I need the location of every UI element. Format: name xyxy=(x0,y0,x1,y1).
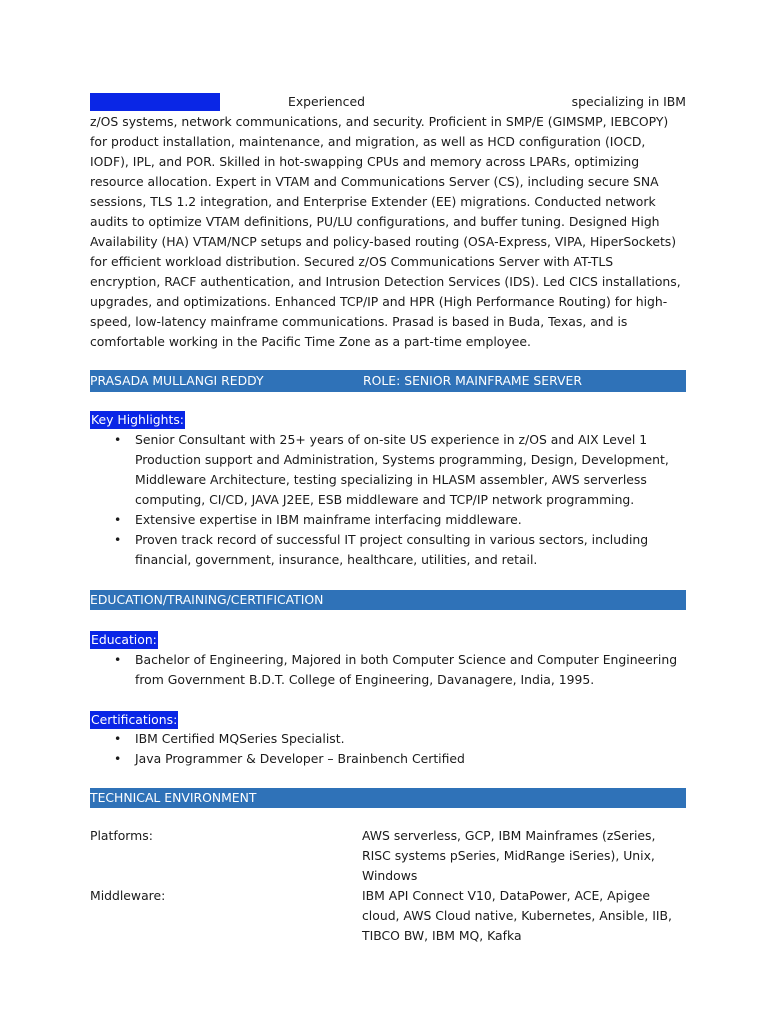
intro-word-experienced: Experienced xyxy=(288,94,365,109)
highlights-label: Key Highlights: xyxy=(91,412,184,427)
highlights-section xyxy=(90,409,686,570)
platforms-label: Platforms: xyxy=(90,828,153,843)
education-block xyxy=(90,629,686,690)
platforms-row xyxy=(90,826,686,886)
redacted-name-box xyxy=(90,93,220,111)
candidate-role: ROLE: SENIOR MAINFRAME SERVER ADMINISTRATOR xyxy=(363,373,582,410)
technical-environment-bar: TECHNICAL ENVIRONMENT xyxy=(90,788,686,808)
highlight-item: • Senior Consultant with 25+ years of on-site US experience in z/OS and AIX Level 1 Production support and Administration, Systems programming, Design, Development, Middleware Architecture, testing specializing in HLASM assembler, AWS serverless computing, CI/CD, JAVA J2EE, ESB middleware and TCP/IP network programming. xyxy=(90,430,686,510)
education-label: Education: xyxy=(91,632,157,647)
highlight-item: • Extensive expertise in IBM mainframe interfacing middleware. xyxy=(90,510,686,530)
education-item: • Bachelor of Engineering, Majored in both Computer Science and Computer Engineering from Government B.D.T. College of Engineering, Davanagere, India, 1995. xyxy=(90,650,686,690)
candidate-name: PRASADA MULLANGI REDDY xyxy=(90,373,264,388)
certifications-label: Certifications: xyxy=(91,712,178,727)
intro-paragraph: z/OS systems, network communications, and security. Proficient in SMP/E (GIMSMP, IEBCOPY) for product installation, maintenance, and migration, as well as HCD configuration (IOCD, IODF), IPL, and POR. Skilled in hot-swapping CPUs and memory across LPARs, optimizing resource allocation. Expert in VTAM and Communications Server (CS), including secure SNA sessions, TLS 1.2 integration, and Enterprise Extender (EE) migrations. Conducted network audits to optimize VTAM definitions, PU/LU configurations, and buffer tuning. Designed High Availability (HA) VTAM/NCP setups and policy-based routing (OSA-Express, VIPA, HiperSockets) for efficient workload distribution. Secured z/OS Communications Server with AT-TLS encryption, RACF authentication, and Intrusion Detection Services (IDS). Led CICS installations, upgrades, and optimizations. Enhanced TCP/IP and HPR (High Performance Routing) for high-speed, low-latency mainframe communications. Prasad is based in Buda, Texas, and is comfortable working in the Pacific Time Zone as a part-time employee. xyxy=(90,114,681,349)
middleware-row xyxy=(90,886,686,946)
intro-first-line xyxy=(90,92,686,112)
resume-page xyxy=(90,92,686,946)
certification-item: • IBM Certified MQSeries Specialist. xyxy=(90,729,686,749)
certifications-list xyxy=(90,729,686,769)
technical-environment-table xyxy=(90,826,686,946)
highlights-list xyxy=(90,430,686,570)
platforms-value: AWS serverless, GCP, IBM Mainframes (zSeries, RISC systems pSeries, MidRange iSeries), Unix, Windows xyxy=(362,828,656,883)
name-role-bar xyxy=(90,370,686,410)
middleware-label: Middleware: xyxy=(90,888,166,903)
certifications-block xyxy=(90,709,686,769)
certification-item: • Java Programmer & Developer – Brainbench Certified xyxy=(90,749,686,769)
highlight-item: • Proven track record of successful IT project consulting in various sectors, including financial, government, insurance, healthcare, utilities, and retail. xyxy=(90,530,686,570)
education-list xyxy=(90,650,686,690)
middleware-value: IBM API Connect V10, DataPower, ACE, Apigee cloud, AWS Cloud native, Kubernetes, Ansible, IIB, TIBCO BW, IBM MQ, Kafka xyxy=(362,888,672,943)
intro-word-specializing: specializing in IBM xyxy=(571,94,686,109)
education-section-bar: EDUCATION/TRAINING/CERTIFICATION xyxy=(90,590,686,610)
